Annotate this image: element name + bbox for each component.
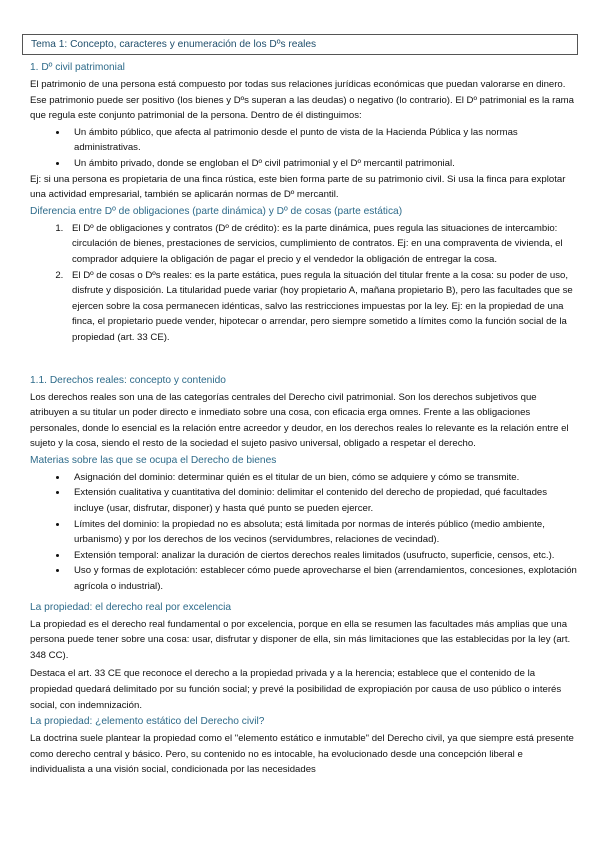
list-item: • Extensión cualitativa y cuantitativa del dominio: delimitar el contenido del derecho de propiedad, qué facultades incluye (usar, disfrutar, disponer) y hasta qué punto se pueden ejercer. — [68, 485, 578, 516]
list-item: • Un ámbito público, que afecta al patrimonio desde el punto de vista de la Hacienda Pública y las normas administrativas. — [68, 125, 578, 156]
section-heading-civil-patrimonial: 1. Dº civil patrimonial — [30, 62, 125, 73]
paragraph: Los derechos reales son una de las categorías centrales del Derecho civil patrimonial. Son los derechos subjetivos que atribuyen a su titular un poder directo e inmediato sobre una cosa, con eficacia erga omnes. Frente a las obligaciones personales, donde lo esencial es la relación entre acreedor y deudor, en los derechos reales lo relevante es la relación entre el sujeto y la cosa, siendo el resto de la sociedad el sujeto pasivo universal, obligado a respetar el derecho. — [30, 391, 569, 450]
paragraph: La propiedad es el derecho real fundamental o por excelencia, porque en ella se resumen las facultades más amplias que una persona puede tener sobre una cosa: usar, disfrutar y disponer de ella, sin más limitaciones que las establecidas por la ley (art. 348 CC). — [30, 618, 571, 661]
section-heading-elemento-estatico: La propiedad: ¿elemento estático del Derecho civil? — [30, 716, 265, 728]
list-item: • Asignación del dominio: determinar quién es el titular de un bien, cómo se adquiere y cómo se transmite. — [68, 470, 578, 486]
numbered-list — [30, 221, 578, 346]
list-item: • Límites del dominio: la propiedad no es absoluta; está limitada por normas de interés público (medio ambiente, urbanismo) y por los derechos de los vecinos (servidumbres, relaciones de vecindad). — [68, 517, 578, 548]
list-item: 1. El Dº de obligaciones y contratos (Dº de crédito): es la parte dinámica, pues regula las situaciones de intercambio: circulación de bienes, prestaciones de servicios, cumplimiento de contratos. Ej: en una compraventa de vivienda, el comprador adquiere la obligación de pagar el precio y el vendedor la obligación de entregar la cosa. — [66, 221, 578, 268]
list-item: • Extensión temporal: analizar la duración de ciertos derechos reales limitados (usufructo, superficie, censos, etc.). — [68, 548, 578, 564]
section-heading-derechos-reales: 1.1. Derechos reales: concepto y contenido — [30, 374, 226, 386]
document-title: Tema 1: Concepto, caracteres y enumeración de los Dºs reales — [22, 34, 578, 55]
bullet-list — [30, 125, 578, 172]
section-heading-propiedad: La propiedad: el derecho real por excelencia — [30, 601, 232, 613]
paragraph: La doctrina suele plantear la propiedad como el "elemento estático e inmutable" del Derecho civil, ya que siempre está presente como derecho central y básico. Pero, su contenido no es intocable, ha evolucionado desde una concepción liberal e individualista a una visión social, condicionada por las necesidades — [30, 733, 574, 776]
section-heading-diferencia: Diferencia entre Dº de obligaciones (parte dinámica) y Dº de cosas (parte estática) — [30, 205, 403, 217]
paragraph: Destaca el art. 33 CE que reconoce el derecho a la propiedad privada y a la herencia; establece que el contenido de la propiedad quedará delimitado por su función social; y prevé la posibilidad de expropiación por causa de uso público o interés social, con indemnización. — [30, 668, 562, 711]
bullet-list — [30, 470, 578, 595]
list-item: • Uso y formas de explotación: establecer cómo puede aprovecharse el bien (arrendamientos, concesiones, explotación agrícola o industrial). — [68, 563, 578, 594]
list-item: 2. El Dº de cosas o Dºs reales: es la parte estática, pues regula la situación del titular frente a la cosa: su poder de uso, disfrute y disposición. La titularidad puede variar (hoy propietario A, mañana propietario B), pero las facultades que se ejercen sobre la cosa permanecen idénticas, salvo las restricciones impuestas por la ley. Ej: en la propiedad de una finca, el propietario puede vender, hipotecar o arrendar, pero siempre sometido a límites como la función social de la propiedad (art. 33 CE). — [66, 268, 578, 346]
paragraph: Ej: si una persona es propietaria de una finca rústica, este bien forma parte de su patrimonio civil. Si usa la finca para explotar una actividad empresarial, también se aplicarán normas de Dº mercantil. — [30, 173, 566, 201]
paragraph: El patrimonio de una persona está compuesto por todas sus relaciones jurídicas económicas que puedan valorarse en dinero. Ese patrimonio puede ser positivo (los bienes y Dºs superan a las deudas) o negativo (lo contrario). El Dº patrimonial es la rama que regula este conjunto patrimonial de la persona. Dentro de él distinguimos: — [30, 79, 574, 122]
list-item: • Un ámbito privado, donde se engloban el Dº civil patrimonial y el Dº mercantil patrimonial. — [68, 156, 578, 172]
section-heading-materias: Materias sobre las que se ocupa el Derecho de bienes — [30, 454, 277, 466]
